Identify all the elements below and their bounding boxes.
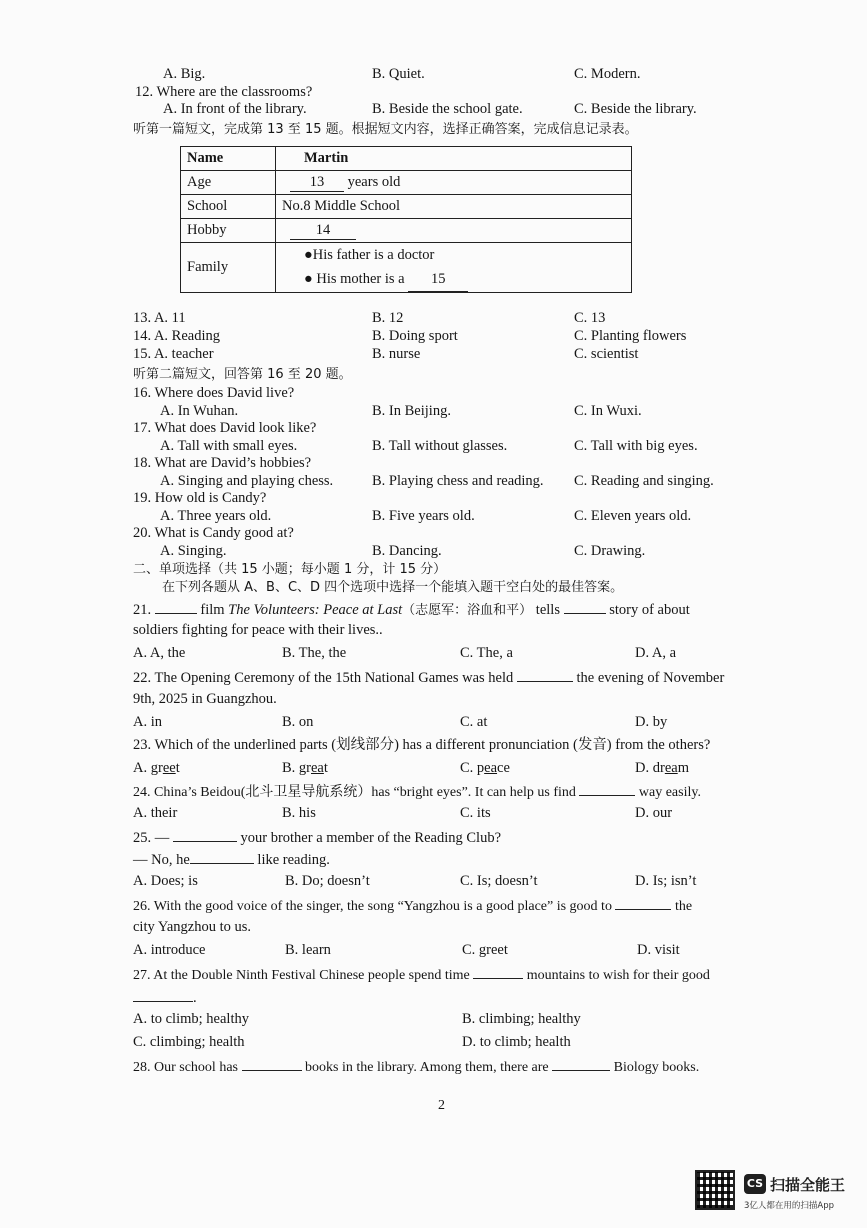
q23-c-post: ce: [497, 760, 510, 776]
q23-option-a: [133, 760, 180, 777]
q27-blank-2: [133, 988, 193, 1002]
table-value-hobby: [276, 219, 632, 243]
q23-c-underlined: ea: [484, 760, 498, 776]
table-key-hobby: Hobby: [181, 219, 276, 243]
q12-option-b: B. Beside the school gate.: [372, 101, 523, 117]
q25-line2-post: like reading.: [257, 852, 330, 868]
q23-stem: 23. Which of the underlined parts (划线部分) has a different pronunciation (发音) from the others?: [133, 737, 711, 753]
q23-option-b: [282, 760, 328, 777]
q26-line1-pre: 26. With the good voice of the singer, the song “Yangzhou is a good place” is good to: [133, 899, 612, 914]
blank-13: 13: [290, 174, 344, 192]
q23-d-underlined: ea: [664, 760, 678, 776]
camscanner-logo-icon: CS: [744, 1174, 766, 1194]
q21-line1: [133, 600, 690, 619]
age-suffix: years old: [347, 173, 401, 190]
q25-option-c: C. Is; doesn’t: [460, 873, 538, 889]
q22-line2: 9th, 2025 in Guangzhou.: [133, 691, 277, 707]
info-record-table: [180, 146, 632, 293]
q21-option-a: A. A, the: [133, 645, 186, 661]
q25-option-d: D. Is; isn’t: [635, 873, 697, 889]
q19-option-a: A. Three years old.: [160, 508, 272, 524]
q23-b-pre: B. gr: [282, 760, 311, 776]
camscanner-name: 扫描全能王: [770, 1176, 846, 1194]
q17-option-c: C. Tall with big eyes.: [574, 438, 698, 454]
q23-c-pre: C. p: [460, 760, 485, 776]
q19-option-b: B. Five years old.: [372, 508, 475, 524]
q23-a-pre: A. gr: [133, 760, 163, 776]
q27-line1: [133, 965, 710, 984]
table-row: [181, 171, 632, 195]
q28-pre: 28. Our school has: [133, 1060, 238, 1075]
table-row: [181, 195, 632, 219]
q14-option-c: C. Planting flowers: [574, 328, 687, 344]
q13-option-a: 13. A. 11: [133, 310, 186, 326]
q21-blank-2: [564, 600, 606, 614]
q24-pre: 24. China’s Beidou(北斗卫星导航系统）has “bright eyes”. It can help us find: [133, 785, 576, 800]
table-row: [181, 243, 632, 293]
q11-option-c: C. Modern.: [574, 66, 641, 82]
q24-option-b: B. his: [282, 805, 316, 821]
q28-blank-1: [242, 1057, 302, 1071]
q20-option-a: A. Singing.: [160, 543, 227, 559]
q15-option-a: 15. A. teacher: [133, 346, 214, 362]
q22-option-b: B. on: [282, 714, 314, 730]
q18-stem: 18. What are David’s hobbies?: [133, 455, 312, 471]
q27-option-c: C. climbing; health: [133, 1034, 245, 1050]
q24-post: way easily.: [638, 785, 701, 800]
q24-option-c: C. its: [460, 805, 491, 821]
q28-post: Biology books.: [613, 1060, 700, 1075]
q15-option-b: B. nurse: [372, 346, 421, 362]
qr-code-icon: [695, 1170, 735, 1210]
q23-option-c: [460, 760, 510, 777]
q25-blank-1: [173, 828, 237, 842]
family-mother: [304, 267, 625, 292]
q12-option-a: A. In front of the library.: [163, 101, 307, 117]
table-value-name: Martin: [276, 147, 632, 171]
q23-option-d: [635, 760, 689, 777]
q22-line1-pre: 22. The Opening Ceremony of the 15th National Games was held: [133, 670, 514, 686]
q17-option-a: A. Tall with small eyes.: [160, 438, 298, 454]
page-number: 2: [438, 1098, 445, 1113]
blank-15: 15: [408, 267, 468, 292]
q21-blank-1: [155, 600, 197, 614]
q13-option-c: C. 13: [574, 310, 606, 326]
q27-line1-post: mountains to wish for their good: [526, 968, 710, 983]
q12-stem: 12. Where are the classrooms?: [135, 84, 313, 100]
q21-film-cn: （志愿军：浴血和平）: [402, 603, 533, 618]
q21-film-title: The Volunteers: Peace at Last: [228, 602, 403, 618]
q18-option-a: A. Singing and playing chess.: [160, 473, 334, 489]
table-value-school: No.8 Middle School: [276, 195, 632, 219]
q26-line1: [133, 896, 692, 915]
q21-word-tells: tells: [535, 602, 560, 618]
q21-option-c: C. The, a: [460, 645, 513, 661]
q19-option-c: C. Eleven years old.: [574, 508, 692, 524]
table-key-name: Name: [181, 147, 276, 171]
q14-option-a: 14. A. Reading: [133, 328, 220, 344]
table-value-age: [276, 171, 632, 195]
q20-option-c: C. Drawing.: [574, 543, 646, 559]
q22-option-a: A. in: [133, 714, 162, 730]
q26-option-c: C. greet: [462, 942, 508, 958]
q26-option-a: A. introduce: [133, 942, 206, 958]
q25-line1-post: your brother a member of the Reading Club?: [240, 830, 502, 846]
q21-line2: soldiers fighting for peace with their lives..: [133, 622, 383, 638]
table-row: [181, 219, 632, 243]
q22-option-c: C. at: [460, 714, 488, 730]
q25-line1: [133, 828, 501, 847]
camscanner-tagline: 3亿人都在用的扫描App: [744, 1201, 835, 1211]
q18-option-b: B. Playing chess and reading.: [372, 473, 544, 489]
q21-option-b: B. The, the: [282, 645, 347, 661]
q15-option-c: C. scientist: [574, 346, 639, 362]
q26-line1-post: the: [674, 899, 693, 914]
q17-stem: 17. What does David look like?: [133, 420, 317, 436]
q12-option-c: C. Beside the library.: [574, 101, 697, 117]
family-mother-label: ● His mother is a: [304, 271, 405, 287]
q27-blank-1: [473, 965, 523, 979]
table-row: [181, 147, 632, 171]
q21-word-film: film: [200, 602, 225, 618]
q16-stem: 16. Where does David live?: [133, 385, 295, 401]
q21-option-d: D. A, a: [635, 645, 677, 661]
q27-option-b: B. climbing; healthy: [462, 1011, 581, 1027]
q23-a-underlined: ee: [162, 760, 176, 776]
q22-option-d: D. by: [635, 714, 668, 730]
table-key-school: School: [181, 195, 276, 219]
q25-line2: [133, 850, 330, 869]
q16-option-b: B. In Beijing.: [372, 403, 451, 419]
q21-end: story of about: [609, 602, 690, 618]
q28-mid: books in the library. Among them, there are: [305, 1060, 549, 1075]
q18-option-c: C. Reading and singing.: [574, 473, 714, 489]
q13-option-b: B. 12: [372, 310, 404, 326]
family-father: ●His father is a doctor: [304, 247, 435, 263]
q22-line1: [133, 668, 724, 687]
q23-d-pre: D. dr: [635, 760, 665, 776]
q28-stem: [133, 1057, 699, 1076]
q27-line2: [133, 988, 197, 1007]
blank-14: 14: [290, 222, 356, 240]
q17-option-b: B. Tall without glasses.: [372, 438, 508, 454]
q26-option-b: B. learn: [285, 942, 331, 958]
q20-option-b: B. Dancing.: [372, 543, 442, 559]
q24-stem: [133, 782, 701, 801]
q27-option-a: A. to climb; healthy: [133, 1011, 249, 1027]
section2-instruction: 在下列各题从 A、B、C、D 四个选项中选择一个能填入题干空白处的最佳答案。: [162, 580, 624, 595]
q16-option-c: C. In Wuxi.: [574, 403, 642, 419]
q23-b-post: t: [323, 760, 328, 776]
q24-blank: [579, 782, 635, 796]
q25-option-a: A. Does; is: [133, 873, 198, 889]
q22-line1-post: the evening of November: [576, 670, 725, 686]
q20-stem: 20. What is Candy good at?: [133, 525, 294, 541]
q25-option-b: B. Do; doesn’t: [285, 873, 370, 889]
q25-blank-2: [190, 850, 254, 864]
q28-blank-2: [552, 1057, 610, 1071]
q11-option-a: A. Big.: [163, 66, 206, 82]
q22-blank: [517, 668, 573, 682]
table-key-age: Age: [181, 171, 276, 195]
q25-line1-pre: 25. —: [133, 830, 170, 846]
q26-option-d: D. visit: [637, 942, 680, 958]
q19-stem: 19. How old is Candy?: [133, 490, 267, 506]
q21-number: 21.: [133, 602, 152, 618]
passage2-instruction: 听第二篇短文，回答第 16 至 20 题。: [133, 367, 352, 382]
q25-line2-pre: — No, he: [133, 852, 190, 868]
q24-option-a: A. their: [133, 805, 178, 821]
table-value-family: [276, 243, 632, 293]
q23-a-post: t: [175, 760, 180, 776]
q24-option-d: D. our: [635, 805, 673, 821]
q16-option-a: A. In Wuhan.: [160, 403, 239, 419]
q27-option-d: D. to climb; health: [462, 1034, 571, 1050]
q26-line2: city Yangzhou to us.: [133, 919, 252, 935]
section2-title: 二、单项选择（共 15 小题；每小题 1 分，计 15 分）: [133, 562, 447, 577]
q14-option-b: B. Doing sport: [372, 328, 458, 344]
q26-blank: [615, 896, 671, 910]
table-key-family: Family: [181, 243, 276, 293]
q27-line1-pre: 27. At the Double Ninth Festival Chinese people spend time: [133, 968, 470, 983]
q11-option-b: B. Quiet.: [372, 66, 425, 82]
passage1-instruction: 听第一篇短文，完成第 13 至 15 题。根据短文内容，选择正确答案，完成信息记录表。: [133, 122, 638, 137]
q27-line2-end: .: [193, 990, 197, 1006]
q23-d-post: m: [677, 760, 689, 776]
q23-b-underlined: ea: [311, 760, 324, 776]
